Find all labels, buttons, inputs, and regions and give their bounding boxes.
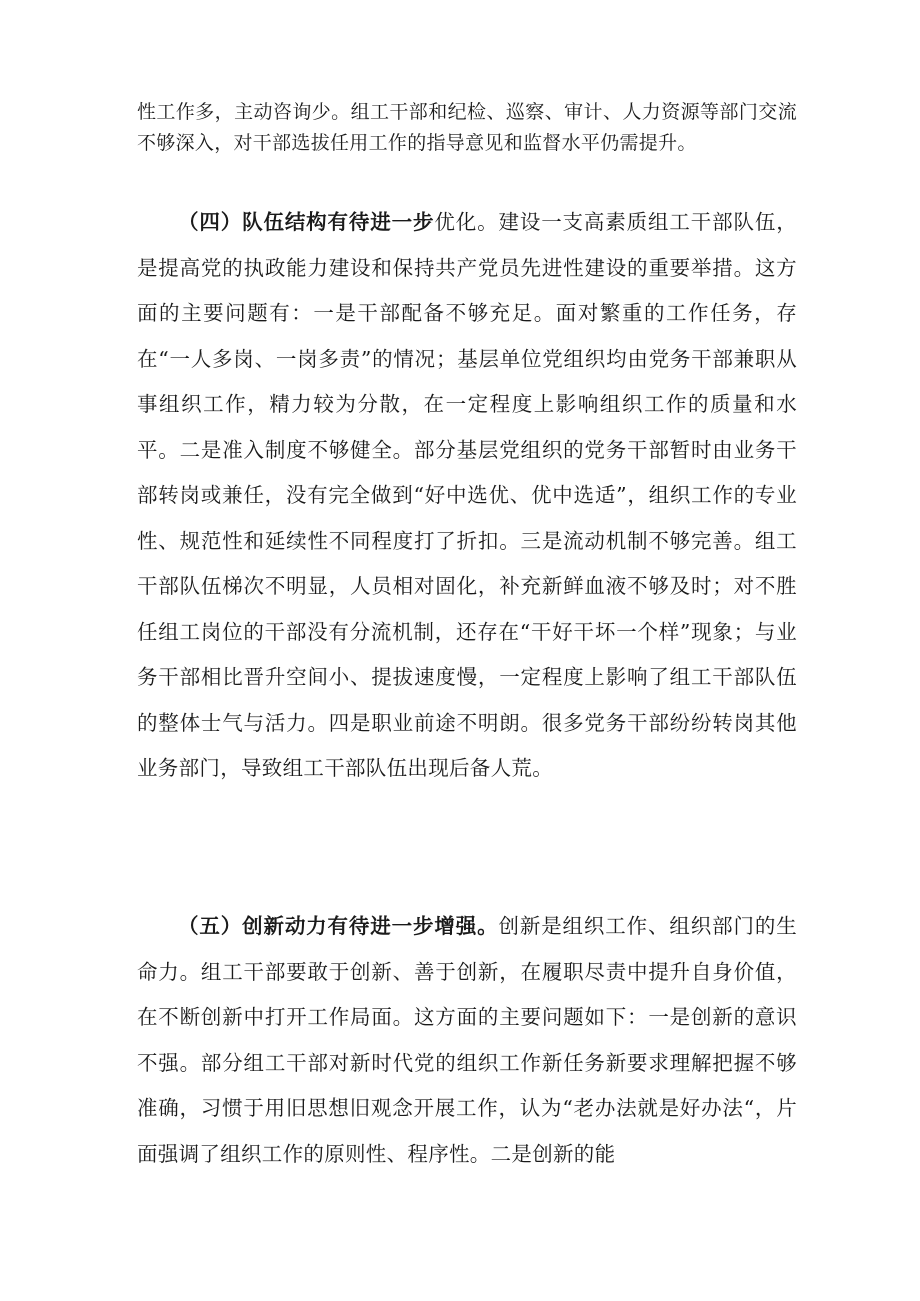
- section-five-body: 创新是组织工作、组织部门的生命力。组工干部要敢于创新、善于创新，在履职尽责中提升自身价值，在不断创新中打开工作局面。这方面的主要问题如下：一是创新的意识不强。部分组工干部对新时代党的组织工作新任务新要求理解把握不够准确，习惯于用旧思想旧观念开展工作，认为“老办法就是好办法“，片面强调了组织工作的原则性、程序性。二是创新的能: [137, 914, 798, 1166]
- section-four-heading: （四）队伍结构有待进一步: [178, 210, 435, 234]
- section-five-paragraph: [137, 904, 797, 1177]
- section-four-body: 建设一支高素质组工干部队伍，是提高党的执政能力建设和保持共产党员先进性建设的重要举措。这方面的主要问题有：一是干部配备不够充足。面对繁重的工作任务，存在“一人多岗、一岗多责”的情况；基层单位党组织均由党务干部兼职从事组织工作，精力较为分散，在一定程度上影响组织工作的质量和水平。二是准入制度不够健全。部分基层党组织的党务干部暂时由业务干部转岗或兼任，没有完全做到“好中选优、优中选适”，组织工作的专业性、规范性和延续性不同程度打了折扣。三是流动机制不够完善。组工干部队伍梯次不明显，人员相对固化，补充新鲜血液不够及时；对不胜任组工岗位的干部没有分流机制，还存在“干好干坏一个样”现象；与业务干部相比晋升空间小、提拔速度慢，一定程度上影响了组工干部队伍的整体士气与活力。四是职业前途不明朗。很多党务干部纷纷转岗其他业务部门，导致组工干部队伍出现后备人荒。: [137, 210, 797, 780]
- section-four-heading-tail: 优化。: [434, 210, 499, 234]
- intro-paragraph: 性工作多，主动咨询少。组工干部和纪检、巡察、审计、人力资源等部门交流不够深入，对干部选拔任用工作的指导意见和监督水平仍需提升。: [137, 101, 797, 154]
- section-five-heading: （五）创新动力有待进一步增强。: [178, 914, 499, 938]
- section-four-paragraph: [137, 200, 797, 792]
